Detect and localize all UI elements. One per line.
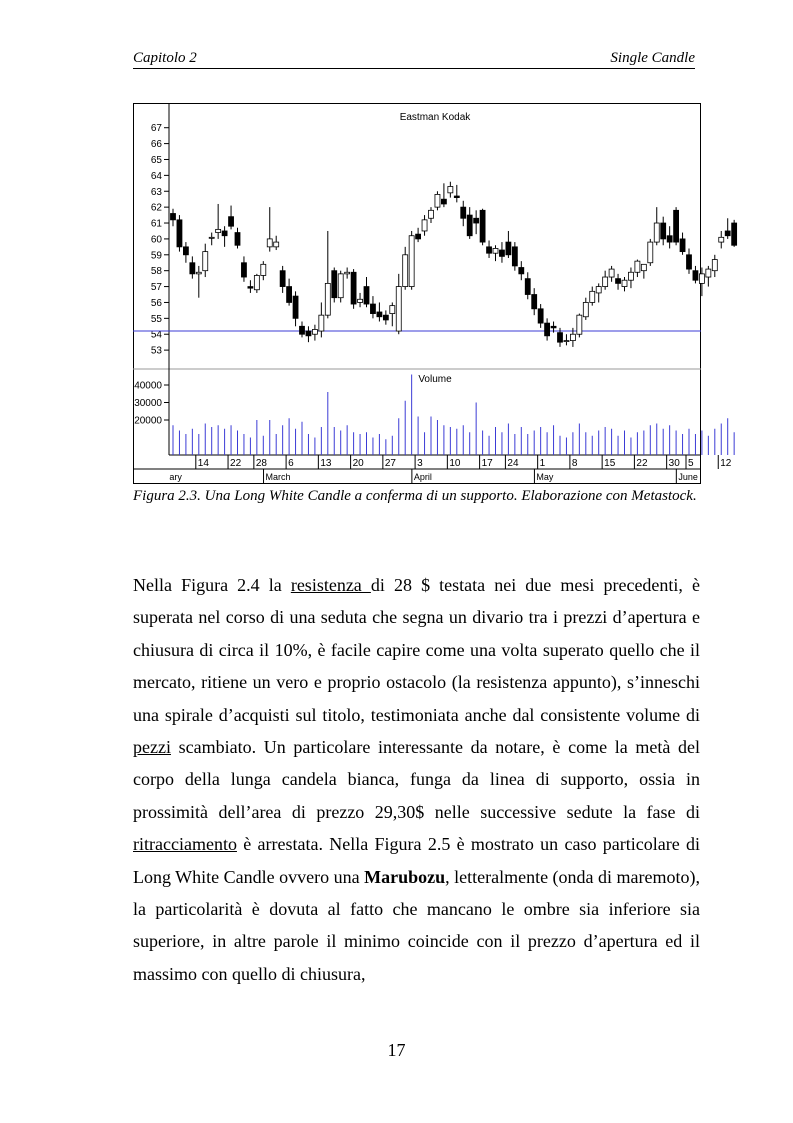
price-tick-label: 62	[150, 202, 162, 214]
volume-title: Volume	[418, 374, 452, 385]
white-candle-body	[706, 269, 711, 277]
candle	[177, 215, 182, 252]
black-candle-body	[480, 210, 485, 242]
day-label: 15	[604, 458, 616, 469]
price-tick-label: 64	[150, 170, 162, 182]
white-candle-body	[312, 329, 317, 334]
black-candle-body	[190, 263, 195, 274]
price-tick-label: 61	[150, 218, 162, 230]
black-candle-body	[687, 255, 692, 269]
white-candle-body	[603, 277, 608, 287]
price-tick-label: 58	[150, 266, 162, 278]
white-candle-body	[319, 315, 324, 331]
month-label: June	[678, 472, 698, 482]
white-candle-body	[583, 302, 588, 316]
term-resistenza-link[interactable]: resistenza	[290, 575, 371, 595]
black-candle-body	[370, 304, 375, 314]
white-candle-body	[641, 264, 646, 270]
price-tick-label: 63	[150, 186, 162, 198]
day-label: 6	[288, 458, 294, 469]
black-candle-body	[519, 268, 524, 274]
volume-tick-label: 20000	[134, 415, 162, 427]
white-candle-body	[216, 229, 221, 232]
candle	[712, 255, 717, 277]
black-candle-body	[441, 199, 446, 204]
white-candle-body	[358, 299, 363, 302]
candle	[732, 220, 737, 247]
text-run: è arrestata. Nella Figura 2.5 è mostrato un caso particolare di Long White Candle ovvero una	[133, 834, 700, 887]
price-tick-label: 56	[150, 297, 162, 309]
price-tick-label: 57	[150, 282, 162, 294]
term-pezzi-link[interactable]: pezzi	[133, 737, 171, 758]
price-tick-label: 67	[150, 123, 162, 135]
black-candle-body	[732, 223, 737, 245]
text-run: , letteralmente (onda di maremoto), la particolarità è dovuta al fatto che mancano le ombre sia inferiore sia superiore, in altre parole il minimo coincide con il prezzo d’apertura ed il massimo con quello di chiusura,	[133, 866, 701, 984]
candle	[338, 271, 343, 303]
black-candle-body	[532, 295, 537, 309]
white-candle-body	[719, 237, 724, 242]
price-tick-label: 60	[150, 234, 162, 246]
white-candle-body	[345, 272, 350, 274]
white-candle-body	[209, 237, 214, 238]
black-candle-body	[499, 250, 504, 256]
black-candle-body	[674, 210, 679, 242]
white-candle-body	[622, 280, 627, 286]
figure-caption: Figura 2.3. Una Long White Candle a conferma di un supporto. Elaborazione con Metastock.	[133, 488, 697, 504]
price-tick-label: 53	[150, 345, 162, 357]
black-candle-body	[293, 296, 298, 318]
day-label: 27	[384, 458, 396, 469]
black-candle-body	[183, 247, 188, 255]
text-run: di 28 $ testata nei due mesi precedenti, è superata nel corso di una seduta che segna un divario tra i prezzi d’apertura e chiusura di circa il 10%, è facile capire come una volta superato quello che il mercato, ritiene un vero e proprio ostacolo (la resistenza appunto), s’inneschi una spirale d’acquisti sul titolo, testimoniata anche dal consistente volume di	[133, 575, 700, 725]
black-candle-body	[693, 271, 698, 281]
black-candle-body	[287, 287, 292, 303]
white-candle-body	[254, 275, 259, 289]
black-candle-body	[467, 215, 472, 236]
white-candle-body	[570, 334, 575, 340]
black-candle-body	[248, 287, 253, 289]
white-candle-body	[338, 274, 343, 298]
candle	[719, 231, 724, 248]
candle	[674, 207, 679, 245]
white-candle-body	[635, 261, 640, 272]
white-candle-body	[699, 274, 704, 284]
black-candle-body	[222, 231, 227, 236]
black-candle-body	[538, 309, 543, 323]
price-tick-label: 66	[150, 139, 162, 151]
month-label: ary	[169, 472, 182, 482]
candle	[648, 239, 653, 266]
black-candle-body	[377, 312, 382, 317]
black-candle-body	[725, 231, 730, 236]
price-tick-label: 65	[150, 154, 162, 166]
price-tick-label: 54	[150, 329, 162, 341]
candle	[409, 231, 414, 290]
black-candle-body	[461, 207, 466, 218]
day-label: 5	[688, 458, 694, 469]
white-candle-body	[493, 248, 498, 253]
running-header	[133, 48, 695, 69]
day-label: 14	[197, 458, 209, 469]
white-candle-body	[648, 242, 653, 263]
white-candle-body	[654, 223, 659, 242]
white-candle-body	[396, 287, 401, 331]
day-label: 20	[352, 458, 364, 469]
white-candle-body	[609, 269, 614, 277]
black-candle-body	[525, 279, 530, 295]
white-candle-body	[390, 306, 395, 314]
day-label: 17	[481, 458, 493, 469]
chart-svg	[133, 103, 732, 485]
black-candle-body	[474, 218, 479, 223]
volume-tick-label: 40000	[134, 380, 162, 392]
white-candle-body	[422, 220, 427, 231]
candle	[725, 218, 730, 239]
white-candle-body	[628, 272, 633, 280]
black-candle-body	[661, 223, 666, 239]
month-label: April	[413, 472, 432, 482]
black-candle-body	[177, 220, 182, 247]
day-label: 10	[449, 458, 461, 469]
day-label: 28	[255, 458, 267, 469]
candle	[706, 266, 711, 287]
day-label: 1	[539, 458, 546, 469]
day-label: 24	[507, 458, 519, 469]
section-title: Single Candle	[610, 50, 695, 66]
day-label: 12	[720, 458, 732, 469]
black-candle-body	[241, 263, 246, 277]
white-candle-body	[712, 260, 717, 271]
white-candle-body	[274, 242, 279, 247]
text-run: Nella Figura 2.4 la	[133, 575, 291, 595]
day-label: 13	[320, 458, 332, 469]
candle	[577, 314, 582, 338]
candle	[332, 268, 337, 303]
black-candle-body	[364, 287, 369, 304]
month-label: May	[536, 472, 554, 482]
white-candle-body	[448, 186, 453, 192]
black-candle-body	[383, 315, 388, 320]
chapter-title: Capitolo 2	[133, 50, 197, 66]
black-candle-body	[512, 247, 517, 266]
white-candle-body	[577, 315, 582, 334]
candlestick-chart	[133, 103, 732, 485]
term-marubozu: Marubozu	[364, 866, 446, 887]
body-paragraph	[133, 569, 700, 990]
white-candle-body	[429, 210, 434, 218]
price-tick-label: 59	[150, 250, 162, 262]
white-candle-body	[409, 236, 414, 287]
black-candle-body	[506, 242, 511, 255]
white-candle-body	[267, 239, 272, 247]
black-candle-body	[545, 323, 550, 336]
text-run: scambiato. Un particolare interessante da notare, è come la metà del corpo della lunga candela bianca, funga da linea di supporto, ossia in prossimità dell’area di prezzo 29,30$ nelle successive sedute la fase di	[133, 737, 700, 822]
black-candle-body	[551, 326, 556, 328]
white-candle-body	[564, 341, 569, 342]
day-label: 22	[230, 458, 242, 469]
volume-tick-label: 30000	[134, 398, 162, 409]
black-candle-body	[416, 234, 421, 239]
chart-title: Eastman Kodak	[399, 112, 471, 123]
black-candle-body	[306, 331, 311, 336]
day-label: 3	[417, 458, 423, 469]
white-candle-body	[403, 255, 408, 287]
candle	[435, 191, 440, 210]
month-label: March	[265, 472, 291, 482]
black-candle-body	[487, 247, 492, 253]
black-candle-body	[332, 271, 337, 298]
black-candle-body	[280, 271, 285, 287]
candle	[351, 269, 356, 309]
white-candle-body	[196, 272, 201, 274]
day-label: 30	[668, 458, 680, 469]
price-tick-label: 55	[150, 313, 162, 325]
white-candle-body	[596, 287, 601, 293]
term-ritracciamento-link[interactable]: ritracciamento	[133, 834, 237, 855]
black-candle-body	[171, 213, 176, 219]
black-candle-body	[235, 233, 240, 246]
white-candle-body	[435, 194, 440, 207]
candle	[254, 274, 259, 293]
black-candle-body	[667, 236, 672, 242]
black-candle-body	[616, 279, 621, 284]
day-label: 8	[571, 458, 578, 469]
day-label: 22	[636, 458, 648, 469]
paragraph-1	[133, 569, 700, 990]
black-candle-body	[680, 239, 685, 252]
white-candle-body	[261, 264, 266, 275]
candle	[480, 209, 485, 246]
black-candle-body	[300, 326, 305, 334]
white-candle-body	[590, 291, 595, 302]
black-candle-body	[454, 196, 459, 198]
black-candle-body	[229, 217, 234, 227]
white-candle-body	[203, 252, 208, 271]
page-number: 17	[387, 1040, 406, 1060]
black-candle-body	[558, 333, 563, 343]
white-candle-body	[325, 283, 330, 315]
black-candle-body	[351, 272, 356, 304]
